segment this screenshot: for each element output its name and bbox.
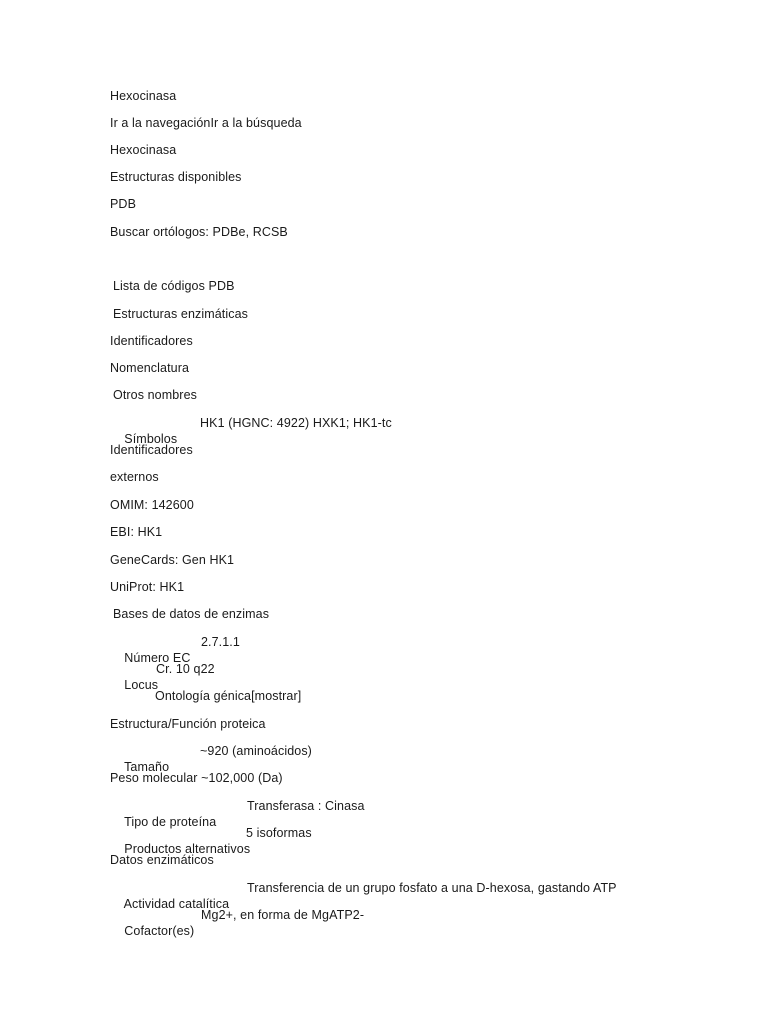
genecards-id: GeneCards: Gen HK1 [110,553,235,567]
locus-value: Cr. 10 q22 [156,662,215,676]
enzyme-structures: Estructuras enzimáticas [113,307,248,321]
protein-structure-heading: Estructura/Función proteica [110,717,266,731]
alt-products-value: 5 isoformas [246,826,312,840]
cofactor-label: Cofactor(es) [124,924,195,938]
gene-ontology: Ontología génica[mostrar] [155,689,302,703]
identifiers-heading: Identificadores [110,334,193,348]
molecular-weight: Peso molecular ~102,000 (Da) [110,771,283,785]
ec-number-label: Número EC [124,651,191,665]
locus-label: Locus [124,678,159,692]
alt-products-label: Productos alternativos [124,842,251,856]
available-structures: Estructuras disponibles [110,170,242,184]
catalytic-activity-label: Actividad catalítica [123,897,230,911]
size-value: ~920 (aminoácidos) [200,744,312,758]
other-names: Otros nombres [113,388,197,402]
external-identifiers-heading: Identificadores [110,443,193,457]
heading-hexocinasa: Hexocinasa [110,143,177,157]
size-label: Tamaño [124,760,170,774]
navigation-links: Ir a la navegaciónIr a la búsqueda [110,116,302,130]
enzyme-data-heading: Datos enzimáticos [110,853,214,867]
symbols-value: HK1 (HGNC: 4922) HXK1; HK1-tc [200,416,392,430]
uniprot-id: UniProt: HK1 [110,580,185,594]
pdb-label: PDB [110,197,137,211]
pdb-code-list: Lista de códigos PDB [113,279,235,293]
nomenclature-heading: Nomenclatura [110,361,190,375]
ebi-id: EBI: HK1 [110,525,163,539]
protein-type-label: Tipo de proteína [124,815,217,829]
cofactor-value: Mg2+, en forma de MgATP2- [201,908,365,922]
enzyme-databases-heading: Bases de datos de enzimas [113,607,270,621]
symbols-label: Símbolos [124,432,178,446]
omim-id: OMIM: 142600 [110,498,194,512]
external-heading: externos [110,470,159,484]
orthologs-search: Buscar ortólogos: PDBe, RCSB [110,225,288,239]
cofactor-row [110,907,365,971]
document-title: Hexocinasa [110,89,177,103]
ec-number-value: 2.7.1.1 [201,635,240,649]
catalytic-activity-value: Transferencia de un grupo fosfato a una D-hexosa, gastando ATP [247,881,617,895]
protein-type-value: Transferasa : Cinasa [247,799,365,813]
